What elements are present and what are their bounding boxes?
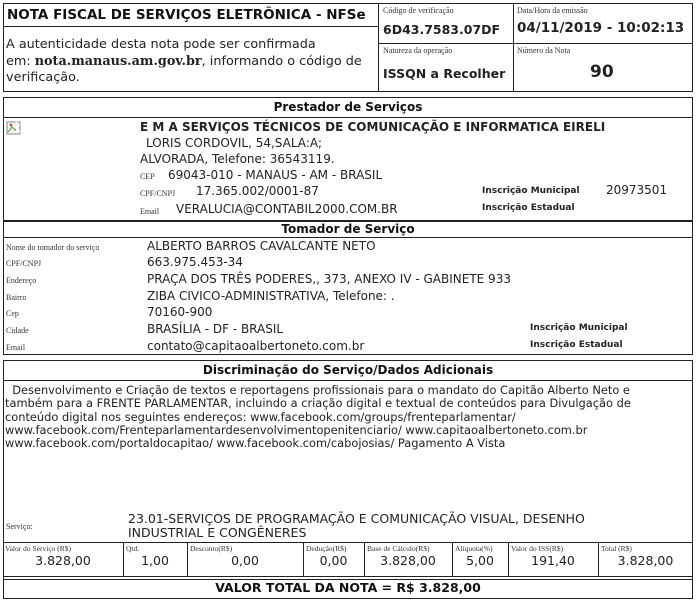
totals-value-total: 3.828,00 xyxy=(617,553,674,568)
authenticity-line-2 xyxy=(6,54,376,71)
provider-cnpj-value: 17.365.002/0001-87 xyxy=(196,184,319,198)
totals-header-calc-base: Base de Cálculo(R$) xyxy=(367,544,430,553)
provider-email-label: Email xyxy=(140,207,160,216)
totals-header-deduction: Dedução(R$) xyxy=(306,544,347,553)
totals-value-quantity: 1,00 xyxy=(141,553,169,568)
taker-cep-label: Cep xyxy=(6,309,19,318)
code-value: 6D43.7583.07DF xyxy=(383,22,501,37)
taker-city-value: BRASÍLIA - DF - BRASIL xyxy=(147,322,284,336)
taker-state-label: Inscrição Estadual xyxy=(530,340,623,350)
taker-name-value: ALBERTO BARROS CAVALCANTE NETO xyxy=(147,239,376,253)
number-label: Número da Nota xyxy=(517,46,571,55)
totals-top-line xyxy=(3,542,693,543)
discrimination-line: Desenvolvimento e Criação de textos e reportagens profissionais para o mandato do Capitão Alberto Neto e xyxy=(5,383,630,397)
provider-name: E M A SERVIÇOS TÉCNICOS DE COMUNICAÇÃO E INFORMATICA EIRELI xyxy=(140,120,606,134)
taker-title-divider xyxy=(3,237,693,238)
operation-label: Natureza da operação xyxy=(383,46,453,55)
provider-cep-label: CEP xyxy=(140,172,155,181)
taker-email-label: Email xyxy=(6,343,26,352)
provider-cnpj-label: CPF/CNPJ xyxy=(140,189,176,198)
header-hdivider-right xyxy=(378,43,693,44)
header-hdivider-left xyxy=(3,26,378,27)
taker-address-label: Endereço xyxy=(6,276,37,285)
provider-municipal-label: Inscrição Municipal xyxy=(482,186,580,196)
header-divider-2 xyxy=(513,3,514,92)
header-divider-1 xyxy=(378,3,379,92)
code-label: Código de verificação xyxy=(383,6,454,15)
taker-cep-value: 70160-900 xyxy=(147,305,213,319)
number-value: 90 xyxy=(590,62,614,82)
authenticity-text xyxy=(6,37,376,87)
operation-value: ISSQN a Recolher xyxy=(383,66,506,81)
provider-municipal-value: 20973501 xyxy=(606,183,668,197)
service-line2: INDUSTRIAL E CONGÊNERES xyxy=(128,525,307,540)
discrimination-line: www.facebook.com/portaldocapitao/ www.facebook.com/cabojosias/ Pagamento A Vista xyxy=(5,436,506,451)
totals-header-service-value: Valor do Serviço (R$) xyxy=(5,544,72,553)
provider-state-label: Inscrição Estadual xyxy=(482,203,575,213)
taker-city-label: Cidade xyxy=(6,326,29,335)
broken-image-icon xyxy=(6,121,24,137)
provider-title-divider xyxy=(3,117,693,118)
provider-section-title: Prestador de Serviços xyxy=(273,100,423,114)
provider-address-line2: ALVORADA, Telefone: 36543119. xyxy=(140,152,335,166)
provider-cep-value: 69043-010 - MANAUS - AM - BRASIL xyxy=(168,168,383,182)
totals-value-rate: 5,00 xyxy=(466,553,494,568)
taker-district-value: ZIBA CIVICO-ADMINISTRATIVA, Telefone: . xyxy=(147,289,395,303)
discrimination-line: www.facebook.com/Frenteparlamentardesenvolvimentopenitenciario/ www.capitaoalbertoneto.com.br xyxy=(5,422,588,437)
datetime-value: 04/11/2019 - 10:02:13 xyxy=(517,20,685,36)
discrimination-section-title: Discriminação do Serviço/Dados Adicionais xyxy=(202,363,494,377)
totals-header-iss-value: Valor do ISS(R$) xyxy=(511,544,564,553)
discrimination-line: também para a FRENTE PARLAMENTAR, incluindo a criação digital e textual de conteúdos para Divulgação de xyxy=(5,396,631,411)
authenticity-line-3: verificação. xyxy=(6,70,80,85)
taker-cpf-label: CPF/CNPJ xyxy=(6,259,42,268)
totals-value-deduction: 0,00 xyxy=(319,553,348,568)
service-line1: 23.01-SERVIÇOS DE PROGRAMAÇÃO E COMUNICAÇÃO VISUAL, DESENHO xyxy=(128,511,585,526)
totals-value-service-value: 3.828,00 xyxy=(35,553,91,568)
taker-name-label: Nome do tomador do serviço xyxy=(6,243,100,252)
document-title: NOTA FISCAL DE SERVIÇOS ELETRÔNICA - NFSe xyxy=(7,7,366,23)
totals-value-discount: 0,00 xyxy=(231,553,259,568)
authenticity-prefix: em: xyxy=(6,53,35,69)
taker-email-value: contato@capitaoalbertoneto.com.br xyxy=(147,339,365,353)
taker-address-value: PRAÇA DOS TRÊS PODERES,, 373, ANEXO IV - GABINETE 933 xyxy=(147,272,511,286)
taker-district-label: Bairro xyxy=(6,293,27,302)
datetime-label: Data/Hora da emissão xyxy=(517,6,588,15)
taker-cpf-value: 663.975.453-34 xyxy=(147,255,243,269)
service-label: Serviço: xyxy=(6,522,33,531)
totals-header-quantity: Qtd. xyxy=(126,544,140,553)
discrimination-text xyxy=(5,384,693,450)
provider-email-value: VERALUCIA@CONTABIL2000.COM.BR xyxy=(176,202,398,216)
totals-value-iss-value: 191,40 xyxy=(531,553,575,568)
taker-municipal-label: Inscrição Municipal xyxy=(530,323,628,333)
provider-logo xyxy=(6,121,24,137)
taker-section-title: Tomador de Serviço xyxy=(281,222,415,236)
grand-total: VALOR TOTAL DA NOTA = R$ 3.828,00 xyxy=(215,580,481,595)
totals-value-calc-base: 3.828,00 xyxy=(380,553,436,568)
provider-address-line1: LORIS CORDOVIL, 54,SALA:A; xyxy=(146,136,323,150)
totals-header-rate: Alíquota(%) xyxy=(455,544,493,553)
authenticity-suffix: , informando o código de xyxy=(201,53,362,69)
authenticity-line-1: A autenticidade desta nota pode ser confirmada xyxy=(6,37,316,52)
authenticity-site-link[interactable]: nota.manaus.am.gov.br xyxy=(34,53,202,69)
discrimination-line: conteúdo digital nos seguintes endereços: www.facebook.com/groups/frenteparlamentar/ xyxy=(5,409,516,424)
totals-header-total: Total (R$) xyxy=(601,544,632,553)
totals-header-discount: Desconto(R$) xyxy=(190,544,233,553)
discrimination-title-divider xyxy=(3,380,693,381)
